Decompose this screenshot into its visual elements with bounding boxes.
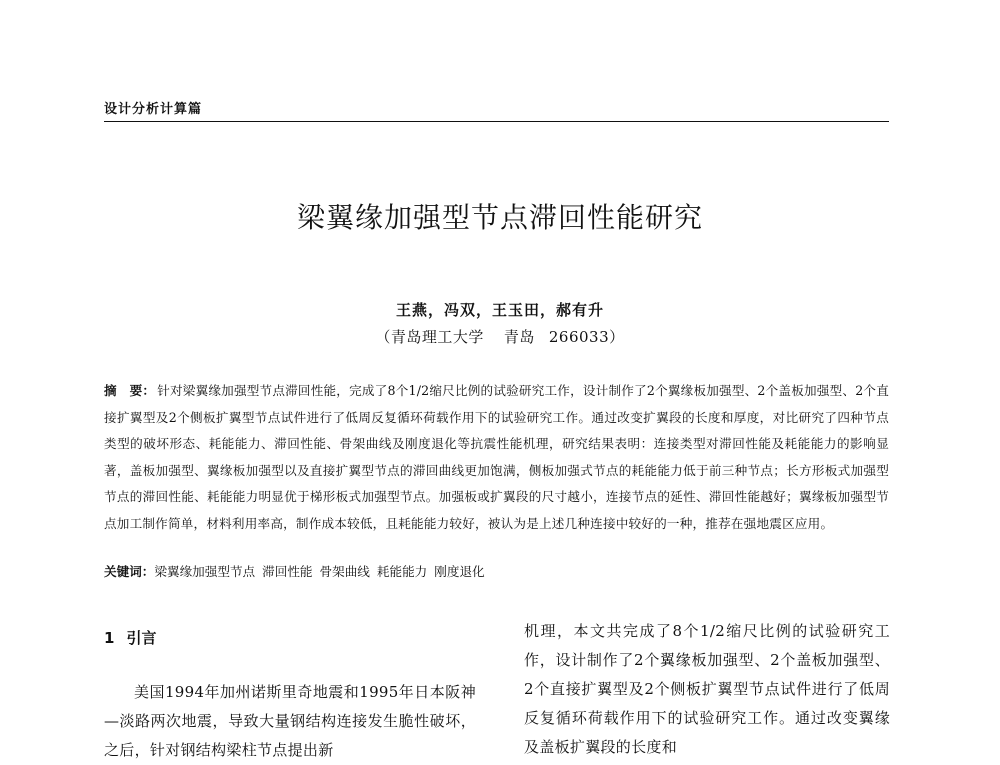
keyword-item: 骨架曲线 — [319, 564, 370, 579]
affiliation-close-paren: ） — [609, 328, 625, 346]
keywords-label: 关键词： — [104, 564, 155, 579]
section-heading — [104, 626, 476, 678]
body-paragraph: 美国1994年加州诺斯里奇地震和1995年日本阪神—淡路两次地震，导致大量钢结构连接发生脆性破坏，之后，针对钢结构梁柱节点提出新 — [104, 683, 476, 759]
running-head: 设计分析计算篇 — [104, 102, 203, 117]
abstract-text: 针对梁翼缘加强型节点滞回性能，完成了8个1/2缩尺比例的试验研究工作，设计制作了2个翼缘板加强型、2个盖板加强型、2个直接扩翼型及2个侧板扩翼型节点试件进行了低周反复循环荷载作用下的试验研究工作。通过改变扩翼段的长度和厚度，对比研究了四种节点类型的破坏形态、耗能能力、滞回性能、骨架曲线及刚度退化等抗震性能机理，研究结果表明：连接类型对滞回性能及耗能能力的影响显著，盖板加强型、翼缘板加强型以及直接扩翼型节点的滞回曲线更加饱满，侧板加强式节点的耗能能力低于前三种节点；长方形板式加强型节点的滞回性能、耗能能力明显优于梯形板式加强型节点。加强板或扩翼段的尺寸越小，连接节点的延性、滞回性能越好；翼缘板加强型节点加工制作简单，材料利用率高，制作成本较低，且耗能能力较好，被认为是上述几种连接中较好的一种，推荐在强地震区应用。 — [104, 383, 889, 531]
abstract-label: 摘 要： — [104, 383, 156, 398]
affiliation-institution: 青岛理工大学 — [390, 328, 484, 346]
section-number: 1 — [104, 629, 115, 647]
keyword-item: 刚度退化 — [434, 564, 485, 579]
keywords — [104, 562, 889, 582]
affiliation-open-paren: （ — [375, 328, 391, 346]
section-title: 引言 — [126, 629, 157, 647]
abstract — [104, 378, 889, 537]
keyword-item: 滞回性能 — [262, 564, 313, 579]
author-list: 王燕，冯双，王玉田，郝有升 — [395, 301, 604, 319]
left-column — [104, 626, 476, 765]
header-rule — [104, 121, 889, 122]
affiliation-postcode: 266033 — [548, 328, 610, 346]
right-column-paragraph: 机理，本文共完成了8个1/2缩尺比例的试验研究工作，设计制作了2个翼缘板加强型、2个盖板加强型、2个直接扩翼型及2个侧板扩翼型节点试件进行了低周反复循环荷载作用下的试验研究工作。通过改变翼缘及盖板扩翼段的长度和 — [524, 622, 890, 756]
paper-title: 梁翼缘加强型节点滞回性能研究 — [296, 201, 703, 234]
affiliation-city: 青岛 — [503, 328, 535, 346]
keyword-item: 耗能能力 — [376, 564, 428, 579]
affiliation — [0, 326, 1000, 347]
keyword-item: 梁翼缘加强型节点 — [154, 564, 256, 579]
